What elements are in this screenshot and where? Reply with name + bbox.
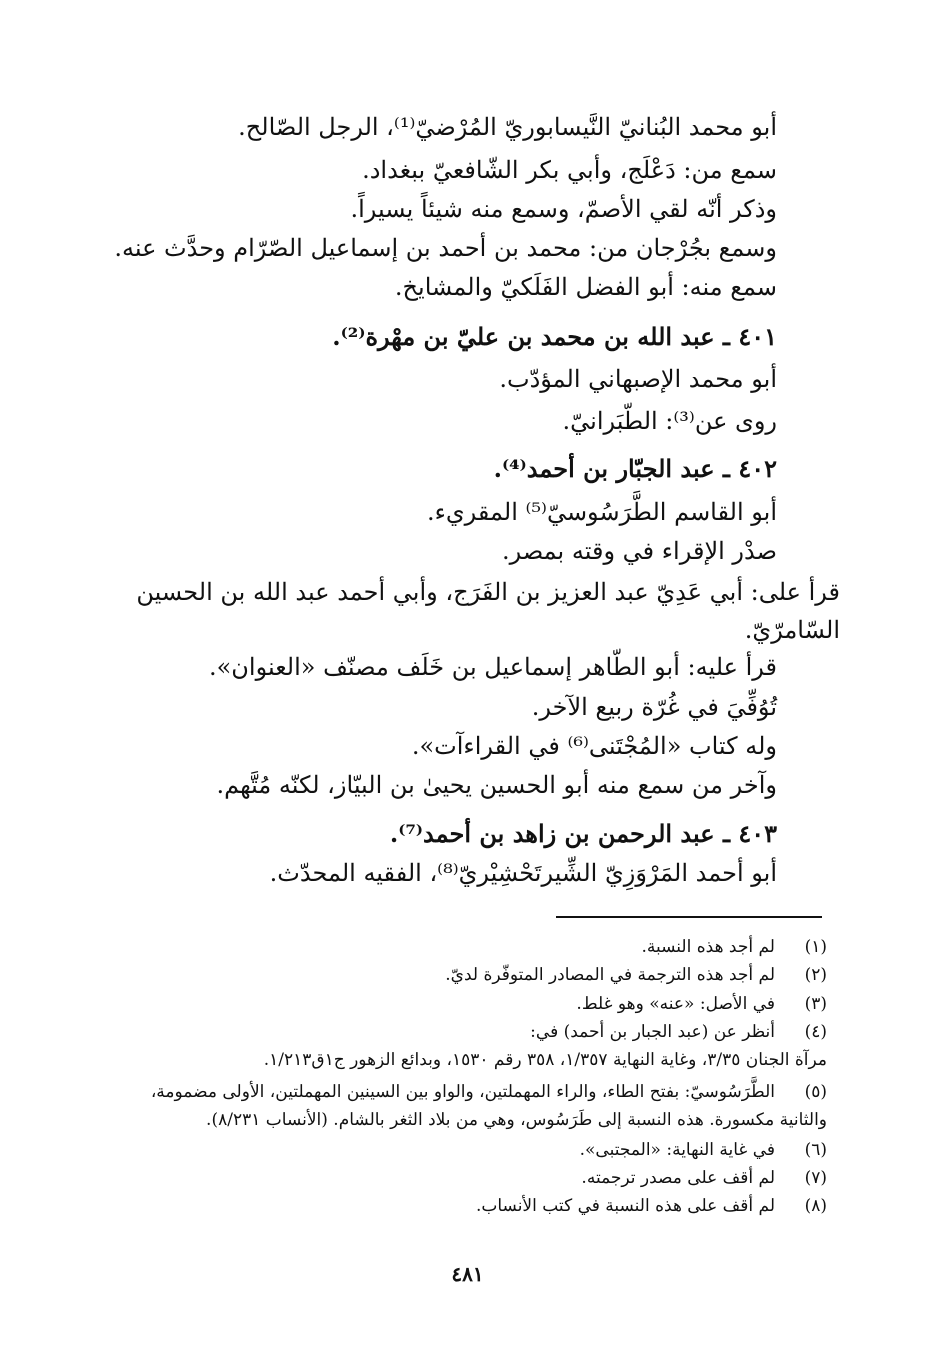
- text-line: السّامرّيّ.: [744, 616, 840, 644]
- text-line: أبو القاسم الطَّرَسُوسيّ⁽⁵⁾ المقريء.: [426, 498, 777, 526]
- text-line: وذكر أنّه لقي الأصمّ، وسمع منه شيئاً يسيراً.: [350, 195, 777, 223]
- footnote-text: في غاية النهاية: «المجتبى».: [579, 1140, 775, 1160]
- entry-heading-403: ٤٠٣ ـ عبد الرحمن بن زاهد بن أحمد⁽⁷⁾.: [389, 819, 777, 848]
- footnote-text: لم أجد هذه النسبة.: [641, 937, 775, 957]
- text-line: سمع من: دَعْلَج، وأبي بكر الشّافعيّ ببغداد.: [362, 156, 777, 184]
- text-line: تُوُفِّيَ في غُرّة ربيع الآخر.: [531, 693, 777, 721]
- text-line: وآخر من سمع منه أبو الحسين يحيىٰ بن البيّاز، لكنّه مُتَّهم.: [216, 771, 777, 799]
- footnote-number: (٢): [804, 965, 827, 985]
- text-line: أبو محمد الإصبهاني المؤدّب.: [499, 365, 777, 393]
- entry-heading-401: ٤٠١ ـ عبد الله بن محمد بن عليّ بن مهْرة⁽²⁾.: [332, 322, 777, 351]
- footnote-separator: [556, 916, 822, 918]
- entry-heading-402: ٤٠٢ ـ عبد الجبّار بن أحمد⁽⁴⁾.: [493, 454, 777, 483]
- footnote-number: (٧): [804, 1168, 827, 1188]
- footnote-number: (٨): [804, 1196, 827, 1216]
- page-number: ٤٨١: [451, 1262, 484, 1286]
- text-line: وسمع بجُرْجان من: محمد بن أحمد بن إسماعيل الصّرّام وحدَّث عنه.: [114, 234, 777, 262]
- text-line: وله كتاب «المُجْتَنى⁽⁶⁾ في القراءآت».: [411, 732, 777, 760]
- text-line: صدْر الإقراء في وقته بمصر.: [502, 537, 777, 565]
- footnote-text: مرآة الجنان ٣/٣٥، وغاية النهاية ١/٣٥٧، ٣٥٨ رقم ١٥٣٠، وبدائع الزهور ج١ق١/٢١٣.: [263, 1050, 827, 1070]
- text-line: قرأ على: أبي عَدِيّ عبد العزيز بن الفَرَج، وأبي أحمد عبد الله بن الحسين: [136, 578, 840, 606]
- text-line: روى عن⁽³⁾: الطّبَرانيّ.: [562, 407, 777, 435]
- text-line: أبو أحمد المَرْوَزِيّ الشِّيرتَحْشِيْريّ⁽⁸⁾، الفقيه المحدّث.: [269, 859, 777, 887]
- footnote-number: (٦): [804, 1140, 827, 1160]
- footnote-text: في الأصل: «عنه» وهو غلط.: [576, 994, 775, 1014]
- footnote-number: (١): [804, 937, 827, 957]
- text-line: سمع منه: أبو الفضل الفَلَكيّ والمشايخ.: [394, 273, 777, 301]
- footnote-text: لم أقف على هذه النسبة في كتب الأنساب.: [475, 1196, 775, 1216]
- footnote-text: الطَّرَسُوسيّ: بفتح الطاء، والراء المهملتين، والواو بين السينين المهملتين، الأولى مضمومة،: [150, 1082, 775, 1102]
- text-line: قرأ عليه: أبو الطّاهر إسماعيل بن خَلَف مصنّف «العنوان».: [208, 653, 777, 681]
- footnote-number: (٤): [804, 1022, 827, 1042]
- footnote-number: (٣): [804, 994, 827, 1014]
- footnote-number: (٥): [804, 1082, 827, 1102]
- footnote-text: لم أجد هذه الترجمة في المصادر المتوفّرة لديّ.: [445, 965, 775, 985]
- footnote-text: والثانية مكسورة. هذه النسبة إلى طَرَسُوس، وهي من بلاد الثغر بالشام. (الأنساب ٨/٢٣١).: [206, 1110, 827, 1130]
- footnote-text: أنظر عن (عبد الجبار بن أحمد) في:: [530, 1022, 775, 1042]
- text-line: أبو محمد البُنانيّ النَّيسابوريّ المُرْضيّ⁽¹⁾، الرجل الصّالح.: [238, 113, 777, 141]
- footnote-text: لم أقف على مصدر ترجمته.: [581, 1168, 775, 1188]
